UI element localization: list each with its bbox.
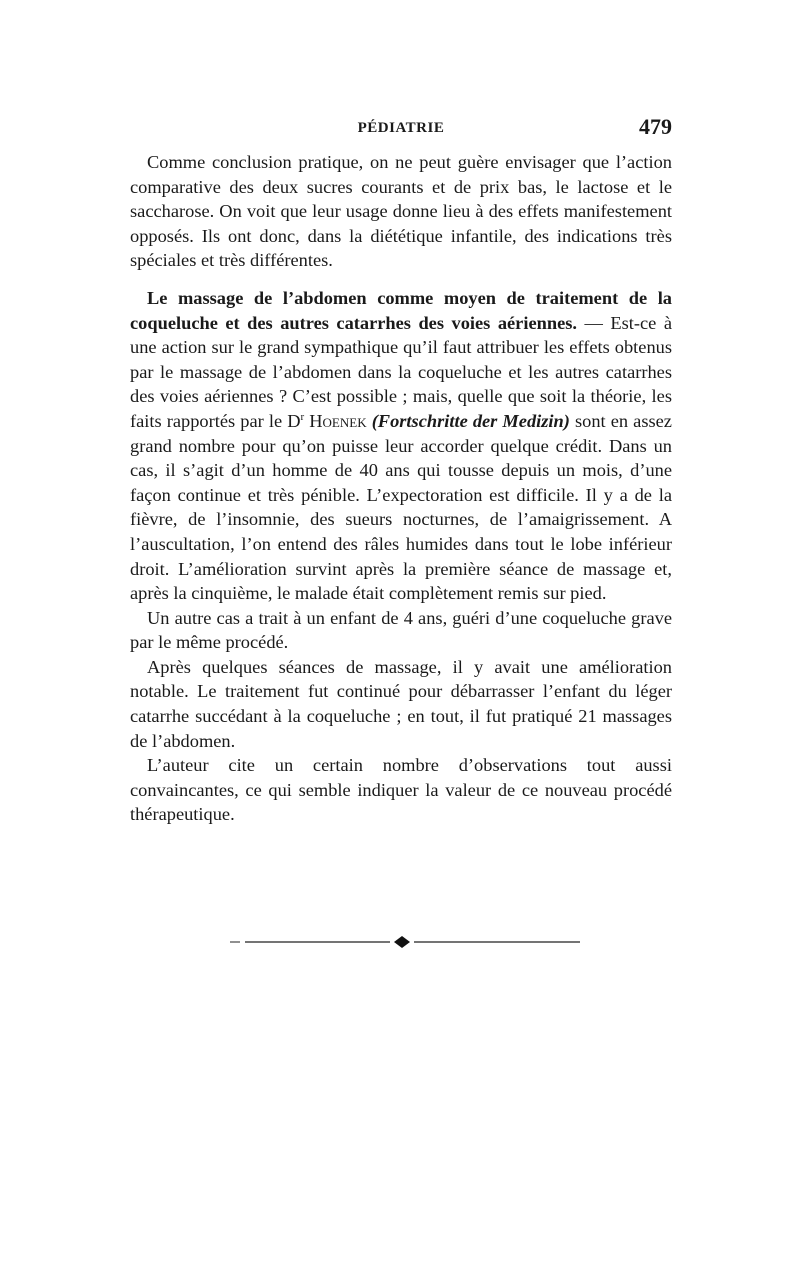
paragraph-massage-text-b: sont en assez grand nombre pour qu’on puisse leur accorder quelque crédit. Dans un cas, il s’agit d’un homme de 40 ans qui tousse depuis un mois, d’une façon continue et très pénible. L’expectoration est difficile. Il y a de la fièvre, de l’insomnie, des sueurs nocturnes, de l’amaigrissement. A l’auscultation, l’on entend des râles humides dans tout le lobe inférieur droit. L’amélioration survint après la première séance de massage et, après la cinquième, le malade était complètement remis sur pied. [130, 410, 672, 604]
doctor-abbrev-sup: r [300, 410, 305, 423]
page-header [130, 114, 672, 140]
paragraph-treatment: Après quelques séances de massage, il y avait une amélioration notable. Le traitement fut continué pour débarrasser l’enfant du léger catarrhe succédant à la coqueluche ; en tout, il fut pratiqué 21 massages de l’abdomen. [130, 656, 672, 751]
author-name: Hoenek [309, 410, 367, 431]
body-text [130, 150, 672, 827]
paragraph-second-case: Un autre cas a trait à un enfant de 4 ans, guéri d’une coqueluche grave par le même procédé. [130, 607, 672, 653]
paragraph-massage [130, 286, 672, 606]
section-title: Le massage de l’abdomen comme moyen de traitement de la coqueluche et des autres catarrhes des voies aériennes. [130, 287, 672, 333]
ornament-divider [230, 934, 580, 950]
running-head: PÉDIATRIE [357, 120, 445, 136]
paragraph-author-observations: L’auteur cite un certain nombre d’observations tout aussi convaincantes, ce qui semble indiquer la valeur de ce nouveau procédé thérapeutique. [130, 755, 672, 825]
doctor-abbrev: D [287, 410, 301, 431]
journal-title: (Fortschritte der Medizin) [371, 410, 570, 431]
diamond-icon [394, 936, 410, 948]
page-number: 479 [639, 114, 672, 139]
paragraph-massage-text-a: — Est-ce à une action sur le grand sympathique qu’il faut attribuer les effets obtenus par le massage de l’abdomen dans la coqueluche et les autres catarrhes des voies aériennes ? C’est possible ; mais, quelle que soit la théorie, les faits rapportés par le [130, 312, 673, 431]
paragraph-conclusion: Comme conclusion pratique, on ne peut guère envisager que l’action comparative des deux sucres courants et de prix bas, le lactose et le saccharose. On voit que leur usage donne lieu à des effets manifestement opposés. Ils ont donc, dans la diététique infantile, des indications très spéciales et très différentes. [130, 152, 672, 271]
